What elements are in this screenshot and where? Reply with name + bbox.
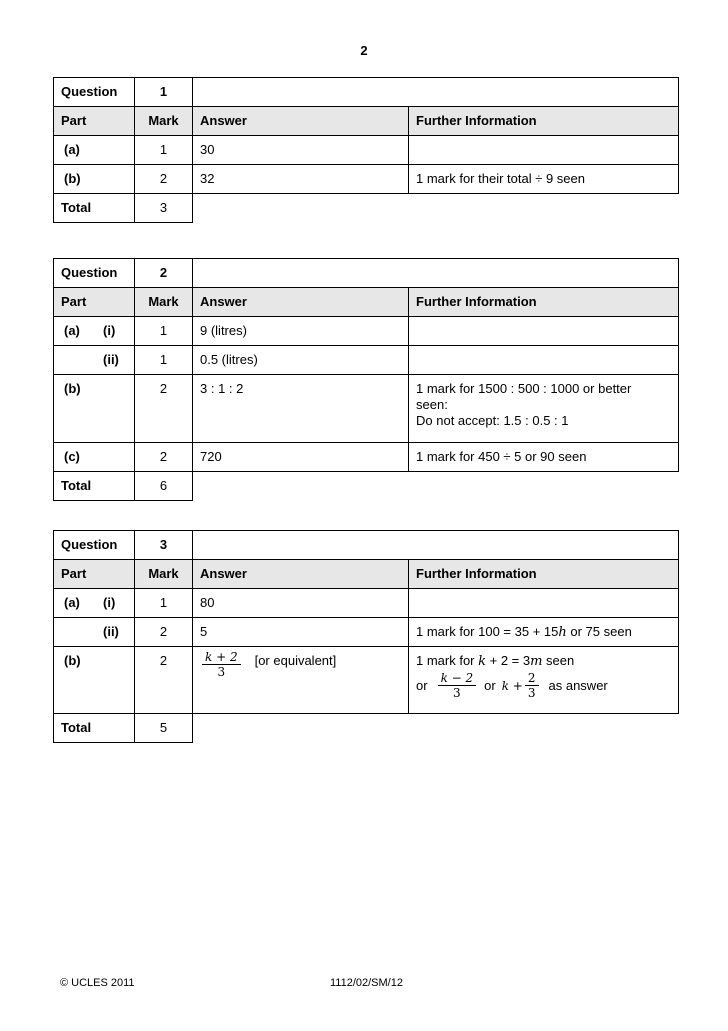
- mark-value: 2: [135, 647, 193, 714]
- question-number: 2: [135, 259, 193, 288]
- fraction-denominator: 3: [453, 686, 461, 700]
- question-1-table: [53, 77, 679, 223]
- answer-header: Answer: [193, 560, 409, 589]
- info-text: or: [484, 677, 496, 693]
- question-2-table: [53, 258, 679, 501]
- further-info: [409, 647, 679, 714]
- page-number: 2: [360, 43, 368, 58]
- info-text: seen: [542, 653, 575, 668]
- subpart-label: (ii): [103, 352, 119, 367]
- fraction-numerator: k + 2: [202, 650, 241, 665]
- info-fraction: [438, 671, 477, 700]
- question-label: Question: [54, 531, 135, 560]
- fraction-denominator: 3: [217, 665, 226, 679]
- fraction-denominator: 3: [527, 686, 536, 700]
- question-number: 1: [135, 78, 193, 107]
- part-label: (b): [64, 171, 81, 186]
- table-row: [54, 136, 679, 165]
- further-info: [409, 618, 679, 647]
- subpart-label: (i): [103, 595, 116, 610]
- info-text: 1 mark for: [416, 653, 479, 668]
- info-variable: h: [558, 625, 567, 640]
- part-label: (a): [64, 595, 80, 610]
- part-label: (b): [64, 381, 81, 396]
- question-header-blank: [193, 259, 679, 288]
- part-label: (a): [64, 142, 80, 157]
- info-variable: m: [530, 654, 543, 669]
- part-label: (a): [64, 323, 80, 338]
- table-row: [54, 647, 679, 714]
- info-text: as answer: [548, 677, 608, 693]
- question-label: Question: [54, 78, 135, 107]
- part-label: (c): [64, 449, 80, 464]
- answer-value: 5: [193, 618, 409, 647]
- total-value: 6: [135, 472, 193, 501]
- further-info: [409, 589, 679, 618]
- info-expression: k +: [501, 678, 523, 693]
- further-info: [409, 346, 679, 375]
- table-row: [54, 346, 679, 375]
- info-text: or: [416, 677, 428, 693]
- part-header: Part: [54, 560, 135, 589]
- mark-value: 1: [135, 589, 193, 618]
- answer-value: 0.5 (litres): [193, 346, 409, 375]
- info-text: + 2 = 3: [486, 653, 531, 668]
- further-info: [409, 375, 679, 443]
- info-variable: k: [478, 654, 487, 669]
- total-label: Total: [54, 714, 135, 743]
- subpart-label: (ii): [103, 624, 119, 639]
- part-label: (b): [64, 653, 81, 668]
- mark-value: 2: [135, 618, 193, 647]
- answer-value: 9 (litres): [193, 317, 409, 346]
- further-info-header: Further Information: [409, 107, 679, 136]
- answer-value: 30: [193, 136, 409, 165]
- total-value: 3: [135, 194, 193, 223]
- mark-header: Mark: [135, 560, 193, 589]
- further-info-header: Further Information: [409, 560, 679, 589]
- footer-code: 1112/02/SM/12: [330, 977, 403, 989]
- mark-value: 1: [135, 346, 193, 375]
- question-header-blank: [193, 531, 679, 560]
- answer-value: 720: [193, 443, 409, 472]
- answer-header: Answer: [193, 288, 409, 317]
- further-info-line: Do not accept: 1.5 : 0.5 : 1: [416, 413, 569, 428]
- answer-value: 3 : 1 : 2: [193, 375, 409, 443]
- answer-fraction: [202, 650, 241, 679]
- table-row: [54, 618, 679, 647]
- answer-suffix: [or equivalent]: [254, 653, 337, 668]
- info-fraction: [525, 671, 539, 700]
- table-row: [54, 165, 679, 194]
- further-info: [409, 317, 679, 346]
- fraction-numerator: k − 2: [438, 671, 477, 686]
- info-text: 1 mark for 100 = 35 + 15: [416, 624, 559, 639]
- further-info: 1 mark for their total ÷ 9 seen: [409, 165, 679, 194]
- mark-value: 2: [135, 443, 193, 472]
- info-text: or 75 seen: [566, 624, 632, 639]
- table-row: [54, 443, 679, 472]
- mark-value: 1: [135, 317, 193, 346]
- table-row: [54, 317, 679, 346]
- fraction-numerator: 2: [525, 671, 539, 686]
- mark-value: 2: [135, 165, 193, 194]
- table-row: [54, 589, 679, 618]
- answer-header: Answer: [193, 107, 409, 136]
- question-header-blank: [193, 78, 679, 107]
- further-info: [409, 136, 679, 165]
- total-label: Total: [54, 472, 135, 501]
- further-info-header: Further Information: [409, 288, 679, 317]
- subpart-label: (i): [103, 323, 116, 338]
- total-value: 5: [135, 714, 193, 743]
- question-number: 3: [135, 531, 193, 560]
- answer-value: [193, 647, 409, 714]
- total-label: Total: [54, 194, 135, 223]
- further-info: 1 mark for 450 ÷ 5 or 90 seen: [409, 443, 679, 472]
- mark-value: 2: [135, 375, 193, 443]
- mark-value: 1: [135, 136, 193, 165]
- mark-header: Mark: [135, 288, 193, 317]
- further-info-line: 1 mark for 1500 : 500 : 1000 or better: [416, 381, 632, 396]
- question-3-table: [53, 530, 679, 743]
- table-row: [54, 375, 679, 443]
- answer-value: 32: [193, 165, 409, 194]
- part-header: Part: [54, 288, 135, 317]
- footer-copyright: © UCLES 2011: [60, 977, 135, 989]
- mark-header: Mark: [135, 107, 193, 136]
- part-header: Part: [54, 107, 135, 136]
- question-label: Question: [54, 259, 135, 288]
- further-info-line: seen:: [416, 397, 448, 412]
- answer-value: 80: [193, 589, 409, 618]
